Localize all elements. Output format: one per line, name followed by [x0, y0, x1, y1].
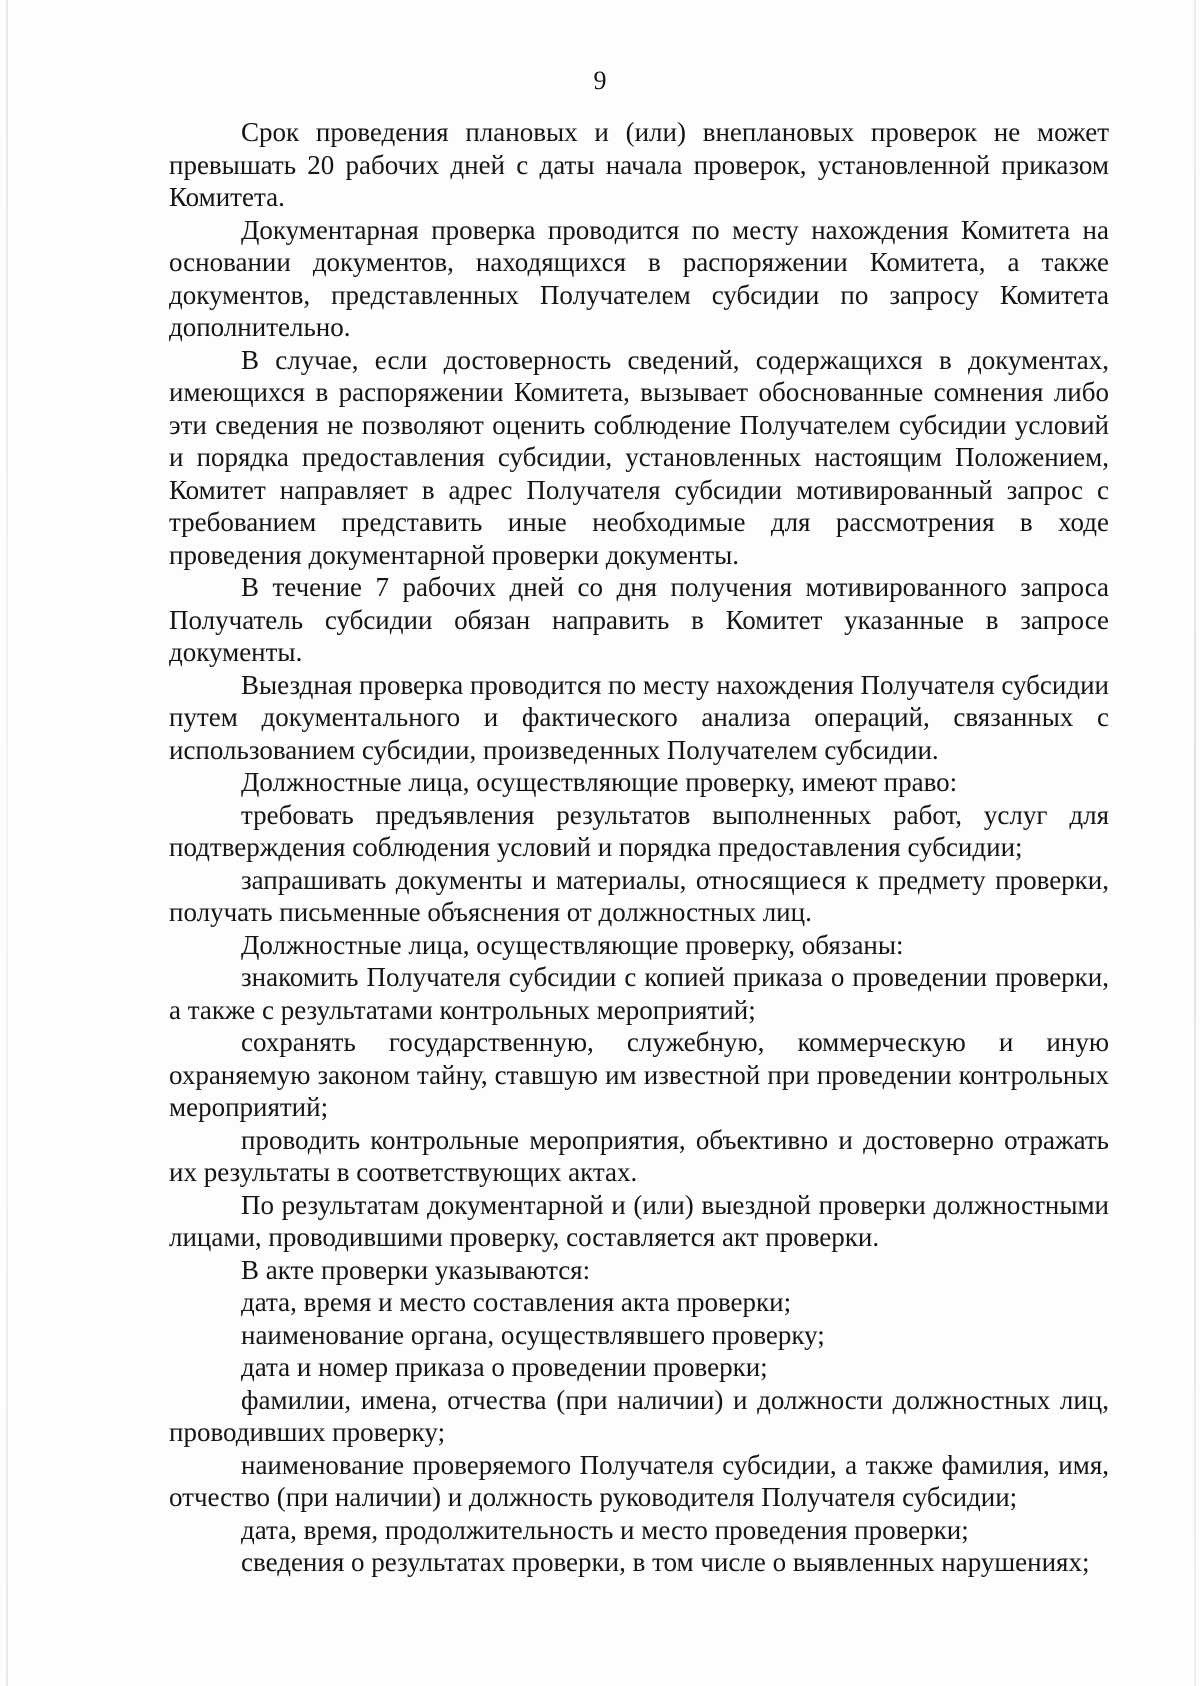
paragraph-onsite-inspection: Выездная проверка проводится по месту нахождения Получателя субсидии путем документального и фактического анализа операций, связанных с использованием субсидии, произведенных Получателем субсидии.	[169, 669, 1109, 765]
scan-edge-left	[6, 0, 8, 1686]
list-item-act-date-place: дата, время и место составления акта проверки;	[241, 1287, 792, 1317]
list-item-order-number: дата и номер приказа о проведении проверки;	[241, 1352, 768, 1382]
paragraph-officials-rights: Должностные лица, осуществляющие проверку, имеют право:	[241, 767, 958, 797]
list-item-inspectors: фамилии, имена, отчества (при наличии) и должности должностных лиц, проводивших проверку;	[169, 1384, 1109, 1447]
scan-edge-right	[1194, 0, 1196, 1686]
list-item-recipient-name: наименование проверяемого Получателя субсидии, а также фамилия, имя, отчество (при наличии) и должность руководителя Получателя субсидии;	[169, 1449, 1109, 1512]
document-body	[169, 116, 1109, 1579]
paragraph-response-deadline: В течение 7 рабочих дней со дня получения мотивированного запроса Получатель субсидии обязан направить в Комитет указанные в запросе документы.	[169, 572, 1109, 667]
list-item-inspection-results: сведения о результатах проверки, в том числе о выявленных нарушениях;	[241, 1547, 1090, 1577]
paragraph-documentary-inspection: Документарная проверка проводится по месту нахождения Комитета на основании документов, находящихся в распоряжении Комитета, а также документов, представленных Получателем субсидии по запросу Комитета дополнительно.	[169, 214, 1109, 342]
list-item-conduct-objectively: проводить контрольные мероприятия, объективно и достоверно отражать их результаты в соответствующих актах.	[169, 1124, 1109, 1187]
page-number: 9	[593, 66, 607, 95]
list-item-inspecting-body: наименование органа, осуществлявшего проверку;	[241, 1319, 825, 1350]
paragraph-inspection-act: По результатам документарной и (или) выездной проверки должностными лицами, проводившими проверку, составляется акт проверки.	[169, 1189, 1109, 1252]
paragraph-reasoned-request: В случае, если достоверность сведений, содержащихся в документах, имеющихся в распоряжении Комитета, вызывает обоснованные сомнения либо эти сведения не позволяют оценить соблюдение Получателем субсидии условий и порядка предоставления субсидии, установленных настоящим Положением, Комитет направляет в адрес Получателя субсидии мотивированный запрос с требованием представить иные необходимые для рассмотрения в ходе проведения документарной проверки документы.	[169, 344, 1109, 570]
list-item-familiarize: знакомить Получателя субсидии с копией приказа о проведении проверки, а также с результатами контрольных мероприятий;	[169, 962, 1109, 1025]
paragraph-officials-duties: Должностные лица, осуществляющие проверку, обязаны:	[241, 929, 904, 960]
paragraph-inspection-period: Срок проведения плановых и (или) внеплановых проверок не может превышать 20 рабочих дней с даты начала проверок, установленной приказом Комитета.	[169, 117, 1109, 212]
list-item-require-results: требовать предъявления результатов выполненных работ, услуг для подтверждения соблюдения условий и порядка предоставления субсидии;	[169, 799, 1109, 862]
list-item-keep-secrets: сохранять государственную, служебную, коммерческую и иную охраняемую законом тайну, ставшую им известной при проведении контрольных мероприятий;	[169, 1027, 1109, 1122]
paragraph-act-contents: В акте проверки указываются:	[241, 1254, 591, 1285]
list-item-inspection-timing: дата, время, продолжительность и место проведения проверки;	[241, 1514, 969, 1545]
list-item-request-documents: запрашивать документы и материалы, относящиеся к предмету проверки, получать письменные объяснения от должностных лиц.	[169, 864, 1109, 927]
